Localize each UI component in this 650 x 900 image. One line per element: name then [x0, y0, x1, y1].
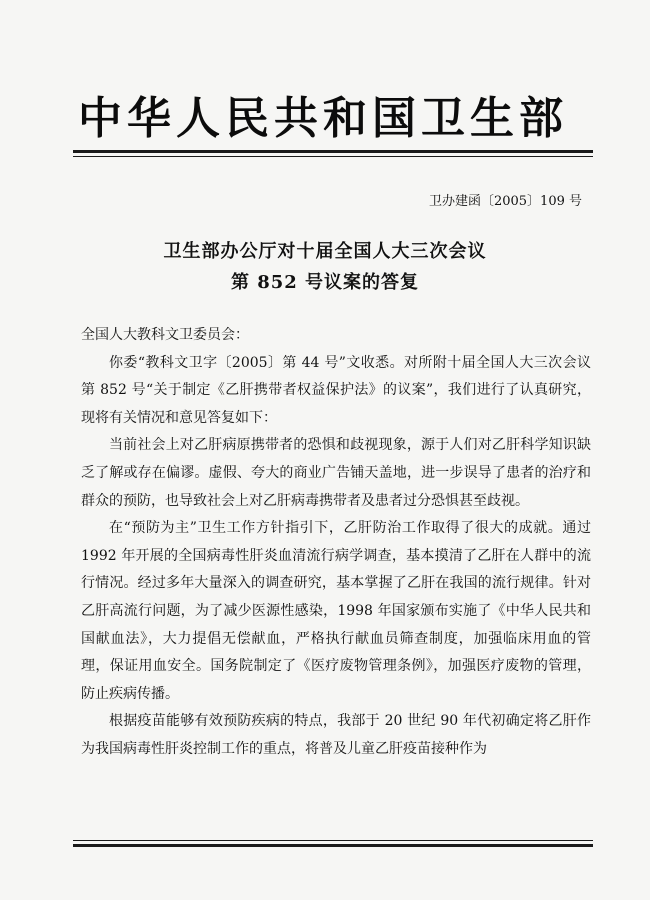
addressee: 全国人大教科文卫委员会： — [81, 327, 249, 343]
document-number: 卫办建函〔2005〕109 号 — [428, 194, 582, 209]
ministry-letterhead-title: 中华人民共和国卫生部 — [78, 93, 568, 144]
body-paragraph: 根据疫苗能够有效预防疾病的特点，我部于 20 世纪 90 年代初确定将乙肝作为我国病毒性肝炎控制工作的重点，将普及儿童乙肝疫苗接种作为 — [81, 713, 591, 757]
body-paragraph: 在“预防为主”卫生工作方针指引下，乙肝防治工作取得了很大的成就。通过 1992 年开展的全国病毒性肝炎血清流行病学调查，基本摸清了乙肝在人群中的流行情况。经过多年大量深入的调查研究，基本掌握了乙肝在我国的流行规律。针对乙肝高流行问题，为了减少医源性感染，1998 年国家颁布实施了《中华人民共和国献血法》，大力提倡无偿献血，严格执行献血员筛查制度，加强临床用血的管理，保证用血安全。国务院制定了《医疗废物管理条例》，加强医疗废物的管理，防止疾病传播。 — [81, 520, 591, 702]
body-paragraph: 当前社会上对乙肝病原携带者的恐惧和歧视现象，源于人们对乙肝科学知识缺乏了解或存在偏谬。虚假、夸大的商业广告铺天盖地，进一步误导了患者的治疗和群众的预防，也导致社会上对乙肝病毒携带者及患者过分恐惧甚至歧视。 — [81, 437, 591, 509]
footer-rule-thick — [73, 844, 593, 847]
document-title-line-2: 第 852 号议案的答复 — [230, 272, 420, 293]
footer-rule-thin — [73, 840, 593, 841]
letterhead-rule-thick — [73, 150, 593, 153]
letterhead-rule-thin — [73, 156, 593, 157]
document-title-line-1: 卫生部办公厅对十届全国人大三次会议 — [163, 241, 487, 262]
document-body — [81, 322, 591, 764]
body-paragraph: 你委“教科文卫字〔2005〕第 44 号”文收悉。对所附十届全国人大三次会议第 852 号“关于制定《乙肝携带者权益保护法》的议案”，我们进行了认真研究，现将有关情况和意见答复如下： — [81, 354, 591, 426]
